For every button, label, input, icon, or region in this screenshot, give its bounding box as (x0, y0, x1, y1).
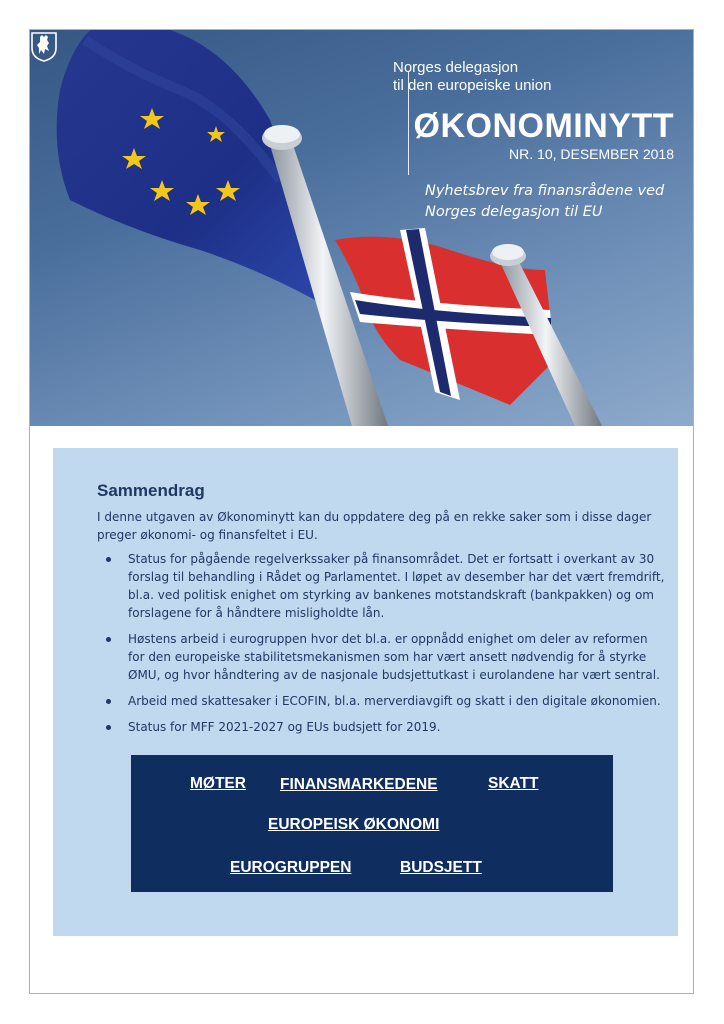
nav-link-eurogruppen[interactable]: EUROGRUPPEN (230, 859, 352, 876)
summary-intro: I denne utgaven av Økonominytt kan du oppdatere deg på en rekke saker som i disse dager preger økonomi- og finansfeltet i EU. (97, 510, 652, 542)
nav-link-budsjett[interactable]: BUDSJETT (400, 859, 482, 876)
issue-number: NR. 10, DESEMBER 2018 (509, 146, 674, 162)
header-banner (30, 30, 693, 426)
tagline (425, 181, 664, 223)
newsletter-title: ØKONOMINYTT (413, 107, 674, 145)
nav-link-finansmarkedene[interactable]: FINANSMARKEDENE (280, 776, 438, 793)
summary-bullet (97, 718, 667, 736)
org-line-1: Norges delegasjon (393, 59, 519, 76)
norwegian-lion-coat-of-arms-icon (30, 30, 58, 62)
tagline-line-2: Norges delegasjon til EU (425, 204, 603, 220)
nav-link-europeisk-okonomi[interactable]: EUROPEISK ØKONOMI (268, 816, 440, 833)
summary-bullet (97, 550, 667, 622)
org-name (393, 59, 551, 95)
nav-link-moter[interactable]: MØTER (190, 775, 246, 792)
bullet-dot-icon (106, 699, 111, 704)
bullet-dot-icon (106, 725, 111, 730)
bullet-text: Høstens arbeid i eurogruppen hvor det bl.a. er oppnådd enighet om deler av reformen for den europeiske stabilitetsmekanismen som har vært ansett nødvendig for å styrke ØMU, og hvor håndtering av de nasjonale budsjettutkast i eurolandene har vært sentral. (128, 632, 660, 682)
bullet-dot-icon (106, 637, 111, 642)
bullet-text: Status for pågående regelverkssaker på finansområdet. Det er fortsatt i overkant av 30 forslag til behandling i Rådet og Parlamentet. I løpet av desember har det vært fremdrift, bl.a. ved politisk enighet om styrking av bankenes motstandskraft (bankpakken) og om forslagene for å håndtere misligholdte lån. (128, 552, 665, 620)
section-nav (131, 755, 613, 892)
tagline-line-1: Nyhetsbrev fra finansrådene ved (425, 183, 665, 199)
flags-photo (30, 30, 693, 426)
summary-bullet (97, 692, 667, 710)
nav-link-skatt[interactable]: SKATT (488, 775, 539, 792)
summary-bullet (97, 630, 667, 684)
bullet-dot-icon (106, 557, 111, 562)
summary-title: Sammendrag (97, 481, 205, 500)
bullet-text: Arbeid med skattesaker i ECOFIN, bl.a. merverdiavgift og skatt i den digitale økonomien. (128, 694, 661, 708)
org-line-2: til den europeiske union (393, 77, 552, 94)
bullet-text: Status for MFF 2021-2027 og EUs budsjett for 2019. (128, 720, 441, 734)
summary-bullet-list (97, 550, 667, 744)
